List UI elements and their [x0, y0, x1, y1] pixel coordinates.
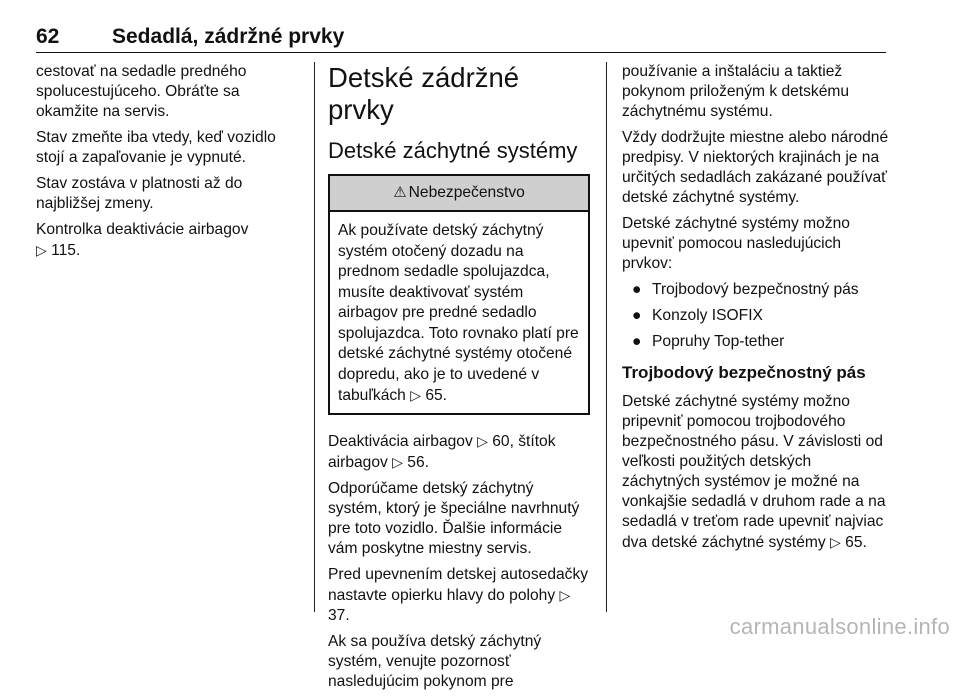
paragraph — [36, 220, 291, 261]
paragraph: Detské záchytné systémy možno upevniť pomocou nasledujúcich prvkov: — [622, 215, 850, 272]
paragraph: používanie a inštaláciu a taktiež pokynom priloženým k detskému záchytnému systému. — [622, 63, 850, 120]
page-ref-link[interactable]: 60, štítok airbagov — [328, 432, 556, 471]
paragraph-text: Pred upevnením detskej autosedačky nastavte opierku hlavy do polohy — [328, 565, 589, 604]
warning-box — [328, 174, 590, 415]
paragraph: Stav zmeňte iba vtedy, keď vozidlo stojí a zapaľovanie je vypnuté. — [36, 129, 276, 166]
page-ref-arrow-icon[interactable]: ▷ — [830, 534, 841, 550]
warning-body — [330, 212, 588, 413]
paragraph-text: Deaktivácia airbagov — [328, 432, 473, 450]
column-middle — [328, 62, 590, 698]
warning-title: Nebezpečenstvo — [408, 184, 525, 201]
column-divider-1 — [314, 62, 315, 612]
page-ref-arrow-icon[interactable]: ▷ — [392, 453, 403, 470]
list-item — [622, 306, 892, 326]
list-item-text: Konzoly ISOFIX — [652, 307, 763, 324]
page-ref-link[interactable]: 56. — [407, 453, 429, 471]
page-ref-link[interactable]: 37. — [328, 606, 350, 624]
page-number: 62 — [36, 25, 60, 48]
list-item — [622, 332, 892, 352]
page-ref-link[interactable]: 65. — [845, 534, 867, 551]
warning-triangle-icon: ⚠ — [393, 184, 407, 201]
subsection-heading: Trojbodový bezpečnostný pás — [622, 363, 866, 382]
page-ref-arrow-icon[interactable]: ▷ — [477, 432, 488, 449]
bullet-dot-icon: ● — [632, 281, 642, 298]
header-divider — [36, 52, 886, 53]
list-item-text: Popruhy Top-tether — [652, 333, 785, 350]
column-left — [36, 62, 291, 267]
list-item — [622, 280, 892, 300]
paragraph — [328, 431, 590, 473]
paragraph-text: Detské záchytné systémy možno pripevniť pomocou trojbodového bezpečnostného pásu. V závislosti od veľkosti použitých detských záchytných systémov je možné na vonkajšie sedadlá v druhom rade a na sedadlá v treťom rade upevniť najviac dva detské záchytné systémy — [622, 393, 886, 551]
paragraph: Vždy dodržujte miestne alebo národné predpisy. V niektorých krajinách je na určitých sedadlách zakázané používať detské záchytné systémy. — [622, 129, 889, 206]
page-ref-arrow-icon[interactable]: ▷ — [36, 242, 47, 258]
paragraph-text: Kontrolka deaktivácie airbagov — [36, 221, 249, 238]
paragraph: Stav zostáva v platnosti až do najbližšej zmeny. — [36, 175, 243, 212]
bullet-dot-icon: ● — [632, 307, 642, 324]
bullet-dot-icon: ● — [632, 333, 642, 350]
paragraph — [328, 565, 590, 626]
paragraph: Odporúčame detský záchytný systém, ktorý je špeciálne navrhnutý pre toto vozidlo. Ďalšie informácie vám poskytne miestny servis. — [328, 479, 580, 557]
page-header — [36, 25, 886, 51]
chapter-title: Sedadlá, zádržné prvky — [112, 25, 345, 48]
paragraph: Ak sa používa detský záchytný systém, venujte pozornosť nasledujúcim pokynom pre — [328, 632, 542, 690]
watermark-brand: carmanualsonline.info — [729, 614, 950, 639]
subsection-heading: Detské záchytné systémy — [328, 138, 578, 163]
paragraph: cestovať na sedadle predného spolucestujúceho. Obráťte sa okamžite na servis. — [36, 63, 247, 120]
list-item-text: Trojbodový bezpečnostný pás — [652, 281, 859, 298]
section-heading: Detské zádržné prvky — [328, 62, 520, 125]
bullet-list — [622, 280, 892, 352]
warning-header — [330, 176, 588, 212]
page-ref-link[interactable]: 115. — [51, 242, 81, 259]
page-ref-arrow-icon[interactable]: ▷ — [410, 387, 421, 403]
paragraph — [622, 392, 892, 553]
column-right — [622, 62, 892, 559]
page-ref-arrow-icon[interactable]: ▷ — [559, 586, 571, 603]
page-ref-link[interactable]: 65. — [425, 387, 447, 404]
column-divider-2 — [606, 62, 607, 612]
warning-text: Ak používate detský záchytný systém otočený dozadu na prednom sedadle spolujazdca, musíte deaktivovať systém airbagov pre predné sedadlo spolujazdca. Toto rovnako platí pre detské záchytné systémy otočené dopredu, ako je to uvedené v tabuľkách — [338, 222, 579, 404]
